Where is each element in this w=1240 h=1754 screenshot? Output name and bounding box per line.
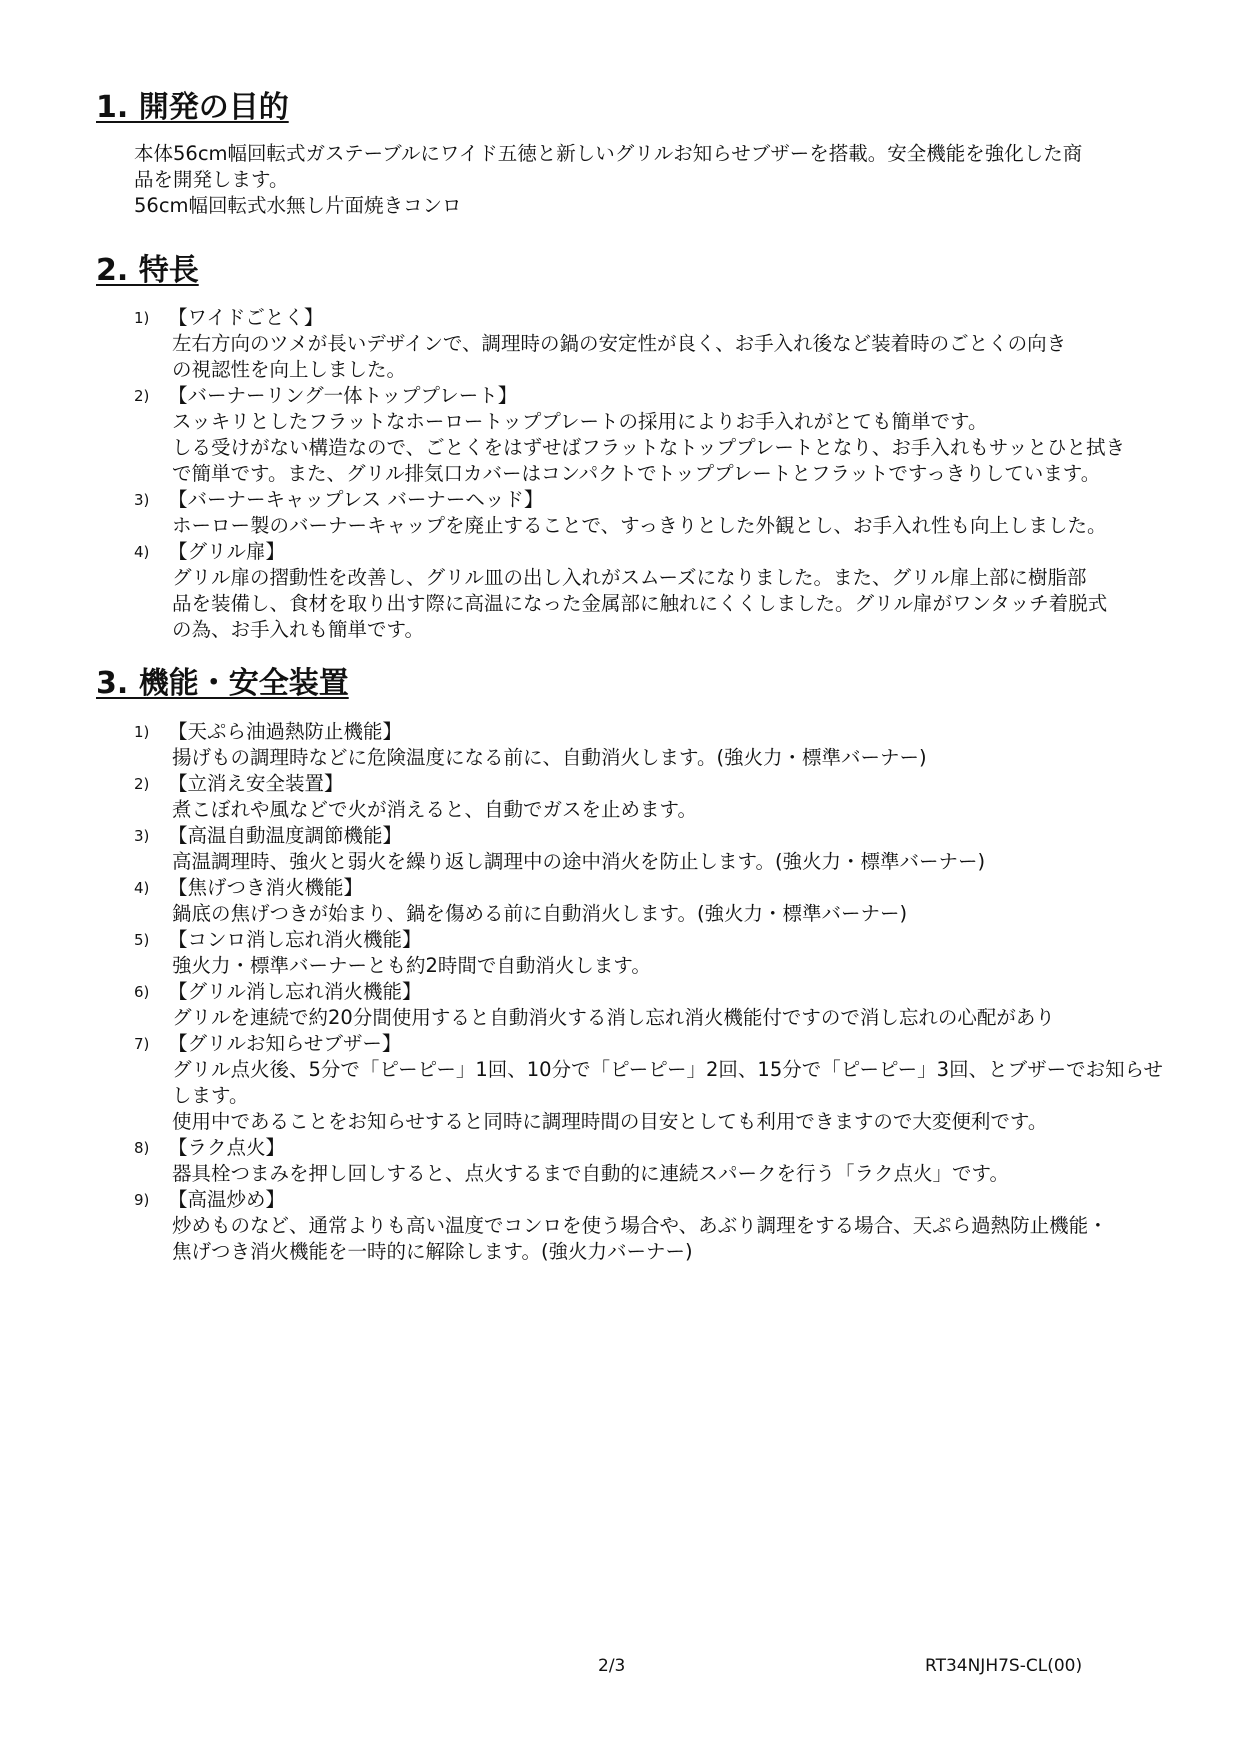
item-line: の視認性を向上しました。: [172, 358, 407, 381]
item-title: 【グリルお知らせブザー】: [168, 1032, 402, 1055]
item-number: 3): [134, 491, 150, 509]
intro-line: 本体56cm幅回転式ガステーブルにワイド五徳と新しいグリルお知らせブザーを搭載。安全機能を強化した商: [134, 142, 1083, 165]
item-line: 炒めものなど、通常よりも高い温度でコンロを使う場合や、あぶり調理をする場合、天ぷら過熱防止機能・: [172, 1214, 1108, 1237]
item-number: 2): [134, 775, 150, 793]
document-code: RT34NJH7S-CL(00): [925, 1656, 1083, 1676]
item-number: 4): [134, 543, 150, 561]
item-number: 1): [134, 309, 150, 327]
item-number: 3): [134, 827, 150, 845]
item-title: 【ワイドごとく】: [168, 306, 324, 329]
intro-line: 品を開発します。: [134, 168, 289, 191]
item-line: ホーロー製のバーナーキャップを廃止することで、すっきりとした外観とし、お手入れ性も向上しました。: [172, 514, 1107, 537]
item-line: スッキリとしたフラットなホーロートッププレートの採用によりお手入れがとても簡単です。: [172, 410, 988, 433]
item-line: しる受けがない構造なので、ごとくをはずせばフラットなトッププレートとなり、お手入れもサッとひと拭き: [172, 436, 1125, 459]
item-title: 【バーナーリング一体トッププレート】: [168, 384, 518, 407]
item-number: 1): [134, 723, 150, 741]
section-heading-features: 2. 特長: [96, 253, 199, 288]
item-title: 【高温炒め】: [168, 1188, 286, 1211]
item-number: 7): [134, 1035, 150, 1053]
item-line: 強火力・標準バーナーとも約2時間で自動消火します。: [172, 954, 651, 977]
item-number: 9): [134, 1191, 150, 1209]
item-line: の為、お手入れも簡単です。: [172, 618, 424, 641]
item-title: 【焦げつき消火機能】: [168, 876, 364, 899]
section-heading-safety: 3. 機能・安全装置: [96, 666, 349, 701]
item-line: 揚げもの調理時などに危険温度になる前に、自動消火します。(強火力・標準バーナー): [172, 746, 927, 769]
item-number: 4): [134, 879, 150, 897]
item-line: 焦げつき消火機能を一時的に解除します。(強火力バーナー): [172, 1240, 693, 1263]
item-title: 【バーナーキャップレス バーナーヘッド】: [168, 488, 544, 511]
item-line: 品を装備し、食材を取り出す際に高温になった金属部に触れにくくしました。グリル扉がワンタッチ着脱式: [172, 592, 1108, 615]
item-number: 6): [134, 983, 150, 1001]
item-title: 【ラク点火】: [168, 1136, 286, 1159]
item-title: 【高温自動温度調節機能】: [168, 824, 403, 847]
intro-line: 56cm幅回転式水無し片面焼きコンロ: [134, 194, 462, 217]
item-line: 使用中であることをお知らせすると同時に調理時間の目安としても利用できますので大変便利です。: [172, 1110, 1048, 1133]
item-line: 鍋底の焦げつきが始まり、鍋を傷める前に自動消火します。(強火力・標準バーナー): [172, 902, 908, 925]
item-line: 左右方向のツメが長いデザインで、調理時の鍋の安定性が良く、お手入れ後など装着時のごとくの向き: [172, 332, 1067, 355]
item-number: 8): [134, 1139, 150, 1157]
item-number: 2): [134, 387, 150, 405]
item-line: グリル点火後、5分で「ピーピー」1回、10分で「ピーピー」2回、15分で「ピーピー」3回、とブザーでお知らせ: [172, 1058, 1163, 1081]
item-line: します。: [172, 1084, 249, 1107]
item-title: 【グリル扉】: [168, 540, 286, 563]
item-title: 【立消え安全装置】: [168, 772, 344, 795]
item-line: で簡単です。また、グリル排気口カバーはコンパクトでトッププレートとフラットですっきりしています。: [172, 462, 1101, 485]
item-title: 【コンロ消し忘れ消火機能】: [168, 928, 422, 951]
item-line: グリル扉の摺動性を改善し、グリル皿の出し入れがスムーズになりました。また、グリル扉上部に樹脂部: [172, 566, 1087, 589]
item-line: 高温調理時、強火と弱火を繰り返し調理中の途中消火を防止します。(強火力・標準バーナー): [172, 850, 986, 873]
item-line: 器具栓つまみを押し回しすると、点火するまで自動的に連続スパークを行う「ラク点火」です。: [172, 1162, 1009, 1185]
section-heading-purpose: 1. 開発の目的: [96, 90, 289, 125]
item-line: 煮こぼれや風などで火が消えると、自動でガスを止めます。: [172, 798, 697, 821]
page-number: 2/3: [598, 1656, 626, 1676]
item-title: 【グリル消し忘れ消火機能】: [168, 980, 422, 1003]
item-line: グリルを連続で約20分間使用すると自動消火する消し忘れ消火機能付ですので消し忘れの心配があり: [172, 1006, 1055, 1029]
item-number: 5): [134, 931, 150, 949]
item-title: 【天ぷら油過熱防止機能】: [168, 720, 403, 743]
